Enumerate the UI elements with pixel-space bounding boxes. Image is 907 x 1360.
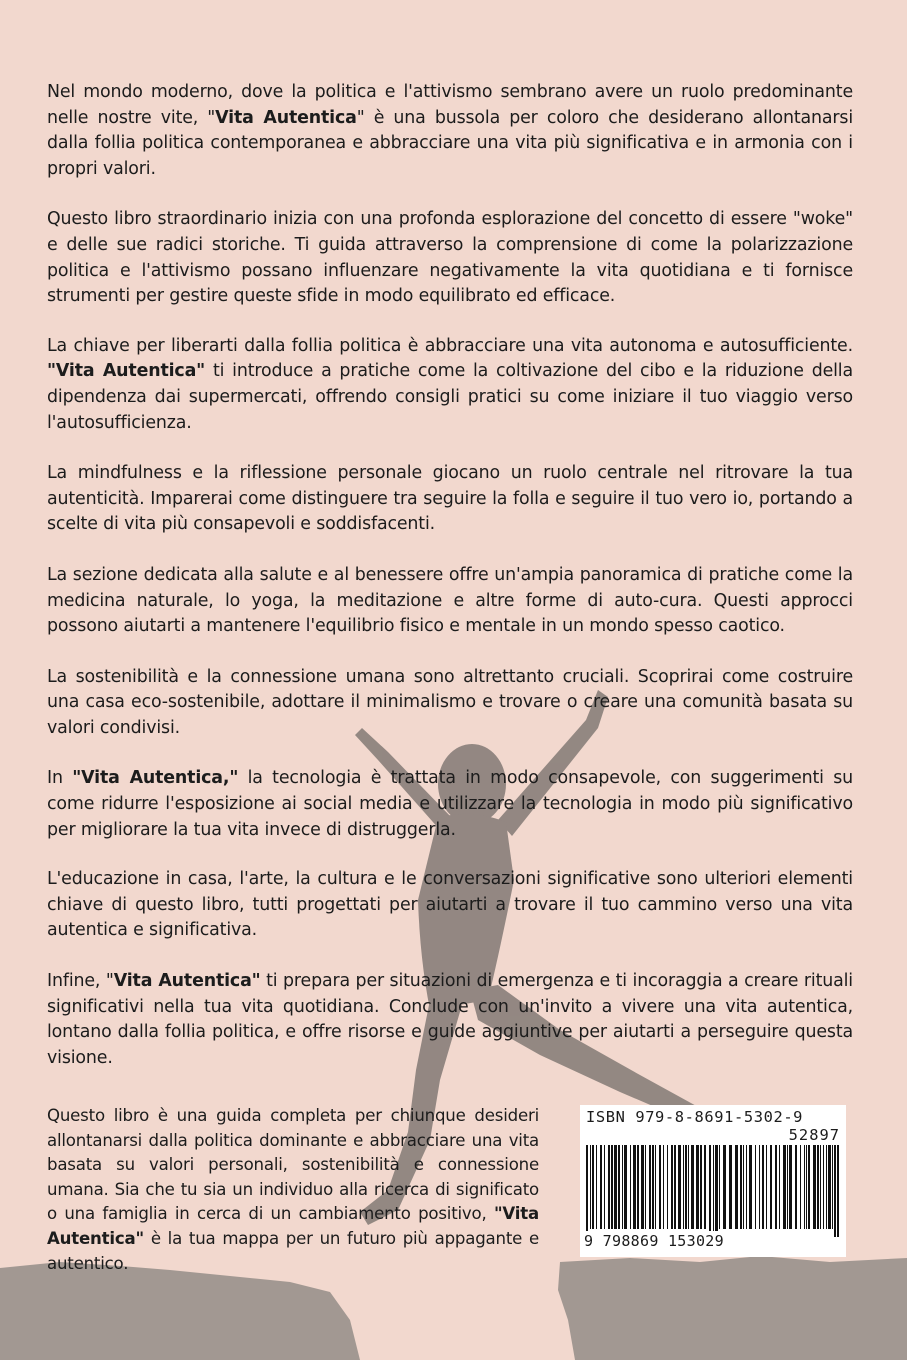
barcode-bar: [685, 1145, 687, 1229]
barcode-bar: [735, 1145, 738, 1229]
barcode-bar: [608, 1145, 610, 1229]
barcode-bar: [667, 1145, 668, 1229]
paragraph-text: Questo libro è una guida completa per chiunque desideri allontanarsi dalla politica dominante e abbracciare una vita basata su valori personali, sostenibilità e connessione umana. Sia che tu sia un individuo alla ricerca di significato o una famiglia in cerca di un cambiamento positivo,: [47, 1106, 539, 1224]
barcode-bar: [614, 1145, 617, 1229]
description-paragraph: [47, 665, 853, 742]
barcode-bar: [624, 1145, 627, 1229]
description-paragraph: [47, 969, 853, 1071]
barcode-bar: [630, 1145, 631, 1229]
barcode-bar: [678, 1145, 681, 1229]
description-paragraph: [47, 80, 853, 182]
barcode-bar: [723, 1145, 726, 1229]
barcode-bar: [787, 1145, 788, 1229]
barcode-bar: [604, 1145, 605, 1229]
barcode-bar: [820, 1145, 821, 1229]
paragraph-text: " è una bussola per coloro che desiderano allontanarsi dalla follia politica contemporanea e abbracciare una vita più significativa e in armonia con i propri valori.: [47, 107, 853, 179]
book-title-bold: Vita Autentica: [215, 107, 357, 128]
barcode-bar: [817, 1145, 819, 1229]
description-paragraph: [47, 766, 853, 843]
barcode-bar: [600, 1145, 602, 1229]
barcode-bar: [618, 1145, 620, 1229]
barcode-bar: [837, 1145, 839, 1237]
price-code: 52897: [788, 1126, 840, 1144]
description-paragraph: [47, 334, 853, 436]
barcode-bar: [800, 1145, 801, 1229]
barcode-bar: [746, 1145, 747, 1229]
barcode-bar: [770, 1145, 772, 1229]
barcode-bar: [709, 1145, 711, 1237]
barcode-bar: [691, 1145, 694, 1229]
barcode-bar: [808, 1145, 810, 1229]
barcode-bar: [649, 1145, 651, 1229]
barcode-bar: [715, 1145, 718, 1237]
barcode-bar: [749, 1145, 752, 1229]
book-title-bold: Vita Autentica": [113, 971, 261, 992]
barcode-bar: [590, 1145, 591, 1229]
barcode-bar: [762, 1145, 764, 1229]
barcode-bar: [674, 1145, 676, 1229]
book-title-bold: "Vita Autentica,": [72, 768, 239, 789]
description-paragraph: [47, 207, 853, 309]
barcode-bar: [641, 1145, 644, 1229]
barcode-bar: [704, 1145, 706, 1229]
barcode-bar: [671, 1145, 673, 1229]
paragraph-text: ti introduce a pratiche come la coltivazione del cibo e la riduzione della dipendenza dai supermercati, offrendo consigli pratici su come iniziare il tuo viaggio verso l'autosufficienza.: [47, 361, 853, 433]
barcode-bar: [713, 1145, 714, 1237]
paragraph-text: Infine, ": [47, 971, 114, 992]
barcode-bar: [655, 1145, 656, 1229]
barcode-bar: [611, 1145, 613, 1229]
barcode-bar: [696, 1145, 699, 1229]
description-paragraph: [47, 563, 853, 640]
paragraph-text: La sostenibilità e la connessione umana sono altrettanto cruciali. Scoprirai come costruire una casa eco-sostenibile, adottare il minimalismo e trovare o creare una comunità basata su valori condivisi.: [47, 666, 853, 738]
barcode-bar: [596, 1145, 597, 1229]
barcode-bar: [779, 1145, 780, 1229]
paragraph-text: In: [47, 768, 73, 789]
barcode-bar: [700, 1145, 702, 1229]
barcode-bar: [813, 1145, 816, 1229]
book-title-bold: "Vita Autentica": [47, 1204, 539, 1248]
barcode-bar: [804, 1145, 805, 1229]
paragraph-text: Nel mondo moderno, dove la politica e l'attivismo sembrano avere un ruolo predominante nelle nostre vite, ": [47, 82, 853, 128]
barcode-bar: [828, 1145, 831, 1229]
barcode-bar: [795, 1145, 797, 1229]
barcode-bar: [622, 1145, 623, 1229]
barcode-bar: [834, 1145, 836, 1237]
description-paragraph: [47, 461, 853, 538]
description-paragraph: [47, 867, 853, 944]
barcode-bar: [729, 1145, 732, 1229]
barcode-bar: [826, 1145, 827, 1229]
barcode-bar: [823, 1145, 824, 1229]
paragraph-text: ti prepara per situazioni di emergenza e ti incoraggia a creare rituali significativi nella tua vita quotidiana. Conclude con un'invito a vivere una vita autentica, lontano dalla follia politica, e offre risorse e guide aggiuntive per aiutarti a perseguire questa visione.: [47, 971, 853, 1068]
barcode-bar: [740, 1145, 742, 1229]
paragraph-text: La chiave per liberarti dalla follia politica è abbracciare una vita autonoma e autosufficiente.: [47, 335, 853, 356]
barcode-bar: [688, 1145, 689, 1229]
paragraph-text: L'educazione in casa, l'arte, la cultura e le conversazioni significative sono ulteriori elementi chiave di questo libro, tutti progettati per aiutarti a trovare il tuo cammino verso una vita autentica e significativa.: [47, 869, 853, 941]
barcode-bars: [584, 1145, 842, 1237]
barcode-bar: [663, 1145, 664, 1229]
barcode-bar: [783, 1145, 786, 1229]
barcode-bar: [659, 1145, 661, 1229]
closing-paragraph: [47, 1104, 539, 1276]
book-title-bold: "Vita Autentica": [47, 361, 206, 382]
description-body: [47, 80, 853, 1071]
paragraph-text: La sezione dedicata alla salute e al benessere offre un'ampia panoramica di pratiche come la medicina naturale, lo yoga, la meditazione e altre forme di auto-cura. Questi approcci possono aiutarti a mantenere l'equilibrio fisico e mentale in un mondo spesso caotico.: [47, 564, 853, 637]
barcode-bar: [637, 1145, 639, 1229]
barcode-digits: 9 798869 153029: [584, 1232, 724, 1250]
barcode-bar: [806, 1145, 807, 1229]
barcode-bar: [789, 1145, 792, 1229]
barcode-bar: [743, 1145, 744, 1229]
isbn-barcode: [580, 1105, 846, 1257]
barcode-bar: [759, 1145, 760, 1229]
paragraph-text: la tecnologia è trattata in modo consapevole, con suggerimenti su come ridurre l'esposizione ai social media e utilizzare la tecnologia in modo più significativo per migliorare la tua vita invece di distruggerla.: [47, 768, 854, 840]
barcode-bar: [633, 1145, 636, 1229]
barcode-bar: [775, 1145, 777, 1229]
barcode-bar: [832, 1145, 833, 1229]
barcode-bar: [652, 1145, 654, 1229]
paragraph-text: La mindfulness e la riflessione personale giocano un ruolo centrale nel ritrovare la tua autenticità. Imparerai come distinguere tra seguire la folla e seguire il tuo vero io, portando a scelte di vita più consapevoli e soddisfacenti.: [47, 463, 853, 535]
barcode-bar: [586, 1145, 588, 1237]
barcode-bar: [645, 1145, 646, 1229]
barcode-bar: [683, 1145, 684, 1229]
barcode-bar: [592, 1145, 594, 1229]
barcode-bar: [719, 1145, 720, 1229]
paragraph-text: è la tua mappa per un futuro più appagante e autentico.: [47, 1228, 539, 1273]
barcode-bar: [766, 1145, 767, 1229]
paragraph-text: Questo libro straordinario inizia con una profonda esplorazione del concetto di essere "woke" e delle sue radici storiche. Ti guida attraverso la comprensione di come la polarizzazione politica e l'attivismo possano influenzare negativamente la vita quotidiana e ti fornisce strumenti per gestire queste sfide in modo equilibrato ed efficace.: [47, 209, 853, 307]
isbn-label: ISBN 979-8-8691-5302-9: [586, 1108, 804, 1126]
barcode-bar: [755, 1145, 756, 1229]
